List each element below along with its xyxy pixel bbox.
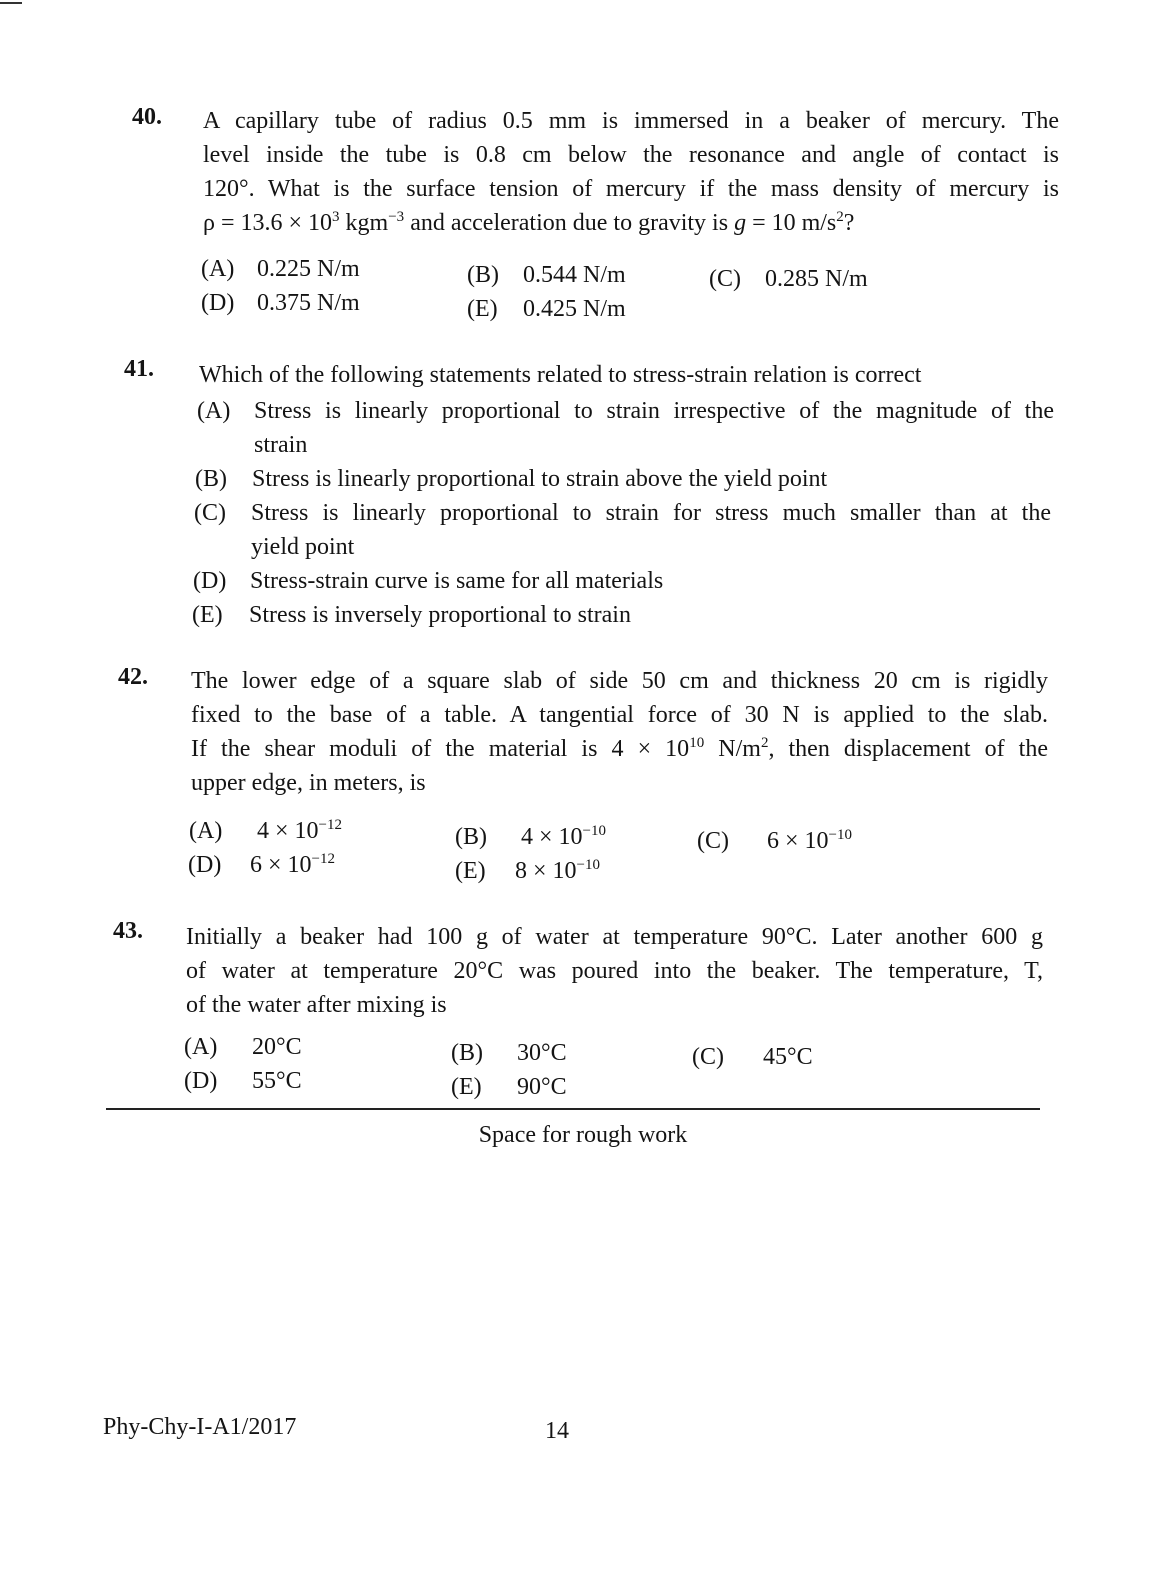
exponent: 3 (332, 209, 340, 225)
option-text: Stress-strain curve is same for all materials (250, 568, 664, 594)
option-label: (E) (192, 602, 223, 628)
stem-line: Which of the following statements related to stress-strain relation is correct (199, 362, 922, 388)
option-label: (A) (201, 256, 235, 282)
option-label: (C) (692, 1044, 724, 1070)
option-base: 8 × 10 (515, 858, 577, 884)
option-text: 0.375 N/m (257, 290, 360, 316)
stem-fragment: = 10 m/s (746, 210, 837, 236)
option-text: 0.285 N/m (765, 266, 868, 292)
stem-line: Initially a beaker had 100 g of water at temperature 90°C. Later another 600 g (186, 924, 1043, 950)
stem-fragment: kgm (339, 210, 389, 236)
stem-fragment: If the shear moduli of the material is 4 × 10 (191, 736, 690, 762)
option-label: (A) (197, 398, 231, 424)
option-text (254, 394, 1054, 462)
stem-line: upper edge, in meters, is (191, 770, 426, 796)
option-text: 55°C (252, 1068, 302, 1094)
option-base: 6 × 10 (250, 852, 312, 878)
question-stem (203, 104, 1059, 240)
option-label: (C) (709, 266, 741, 292)
option-label: (A) (184, 1034, 218, 1060)
option-text: 0.225 N/m (257, 256, 360, 282)
stem-line: fixed to the base of a table. A tangential force of 30 N is applied to the slab. (191, 702, 1048, 728)
option-exponent: −12 (318, 817, 343, 833)
option-line: strain (254, 432, 308, 458)
stem-fragment: ? (843, 210, 855, 236)
stem-line: A capillary tube of radius 0.5 mm is immersed in a beaker of mercury. The (203, 108, 1059, 134)
option-text: 0.544 N/m (523, 262, 626, 288)
option-base: 4 × 10 (257, 818, 319, 844)
option-c[interactable] (692, 1040, 813, 1074)
option-label: (D) (188, 852, 222, 878)
option-text: 0.425 N/m (523, 296, 626, 322)
option-line: yield point (251, 534, 355, 560)
question-number: 42. (118, 664, 148, 690)
option-label: (C) (697, 828, 729, 854)
stem-fragment: , then displacement of the (768, 736, 1048, 762)
option-d[interactable] (184, 1064, 302, 1098)
question-stem (191, 664, 1048, 800)
rough-work-label: Space for rough work (478, 1122, 688, 1148)
option-e[interactable] (467, 292, 626, 326)
option-b[interactable] (467, 258, 626, 292)
option-label: (D) (193, 568, 227, 594)
option-exponent: −10 (582, 823, 607, 839)
option-line: Stress is linearly proportional to strain for stress much smaller than at the (251, 500, 1051, 526)
question-stem (199, 358, 1059, 392)
stem-fragment: ρ = 13.6 × 10 (203, 210, 333, 236)
option-label: (B) (451, 1040, 483, 1066)
option-text: 45°C (763, 1044, 813, 1070)
question-number: 43. (113, 918, 143, 944)
question-stem (186, 920, 1043, 1022)
rough-work-divider (106, 1108, 1040, 1110)
option-label: (E) (451, 1074, 482, 1100)
option-label: (D) (184, 1068, 218, 1094)
option-e[interactable] (451, 1070, 567, 1104)
option-label: (B) (467, 262, 499, 288)
option-c[interactable] (697, 824, 852, 858)
option-exponent: −10 (576, 857, 601, 873)
stem-line: of water at temperature 20°C was poured into the beaker. The temperature, T, (186, 958, 1043, 984)
corner-mark (0, 2, 22, 4)
stem-fragment: and acceleration due to gravity is (404, 210, 735, 236)
exponent: 2 (836, 209, 844, 225)
stem-line: The lower edge of a square slab of side 50 cm and thickness 20 cm is rigidly (191, 668, 1048, 694)
stem-line (191, 732, 1048, 766)
question-number: 41. (124, 356, 154, 382)
stem-line: of the water after mixing is (186, 992, 447, 1018)
option-text: 30°C (517, 1040, 567, 1066)
option-label: (E) (467, 296, 498, 322)
exponent: 2 (760, 735, 769, 751)
option-text: Stress is inversely proportional to strain (249, 602, 631, 628)
option-text: 90°C (517, 1074, 567, 1100)
option-d[interactable] (188, 848, 335, 882)
option-label: (A) (189, 818, 223, 844)
option-text: Stress is linearly proportional to strain above the yield point (252, 466, 828, 492)
page-number: 14 (545, 1418, 569, 1444)
option-label: (E) (455, 858, 486, 884)
option-b[interactable] (451, 1036, 567, 1070)
stem-line (203, 206, 1059, 240)
option-label: (D) (201, 290, 235, 316)
option-exponent: −12 (311, 851, 336, 867)
option-label: (B) (195, 466, 227, 492)
stem-fragment: N/m (704, 736, 761, 762)
exponent: −3 (388, 209, 405, 225)
gravity-symbol: g (734, 210, 747, 236)
option-a[interactable] (184, 1030, 302, 1064)
stem-line: 120°. What is the surface tension of mercury if the mass density of mercury is (203, 176, 1059, 202)
option-d[interactable] (201, 286, 360, 320)
option-base: 6 × 10 (767, 828, 829, 854)
option-e[interactable] (455, 854, 600, 888)
option-line: Stress is linearly proportional to strain irrespective of the magnitude of the (254, 398, 1054, 424)
option-a[interactable] (201, 252, 360, 286)
option-base: 4 × 10 (521, 824, 583, 850)
option-label: (B) (455, 824, 487, 850)
option-label: (C) (194, 500, 226, 526)
option-a[interactable] (189, 814, 342, 848)
stem-line: level inside the tube is 0.8 cm below the resonance and angle of contact is (203, 142, 1059, 168)
option-exponent: −10 (828, 827, 853, 843)
paper-code: Phy-Chy-I-A1/2017 (103, 1414, 297, 1440)
option-b[interactable] (455, 820, 606, 854)
question-number: 40. (132, 104, 162, 130)
option-c[interactable] (709, 262, 868, 296)
exponent: 10 (689, 735, 705, 751)
option-text (251, 496, 1051, 564)
option-text: 20°C (252, 1034, 302, 1060)
